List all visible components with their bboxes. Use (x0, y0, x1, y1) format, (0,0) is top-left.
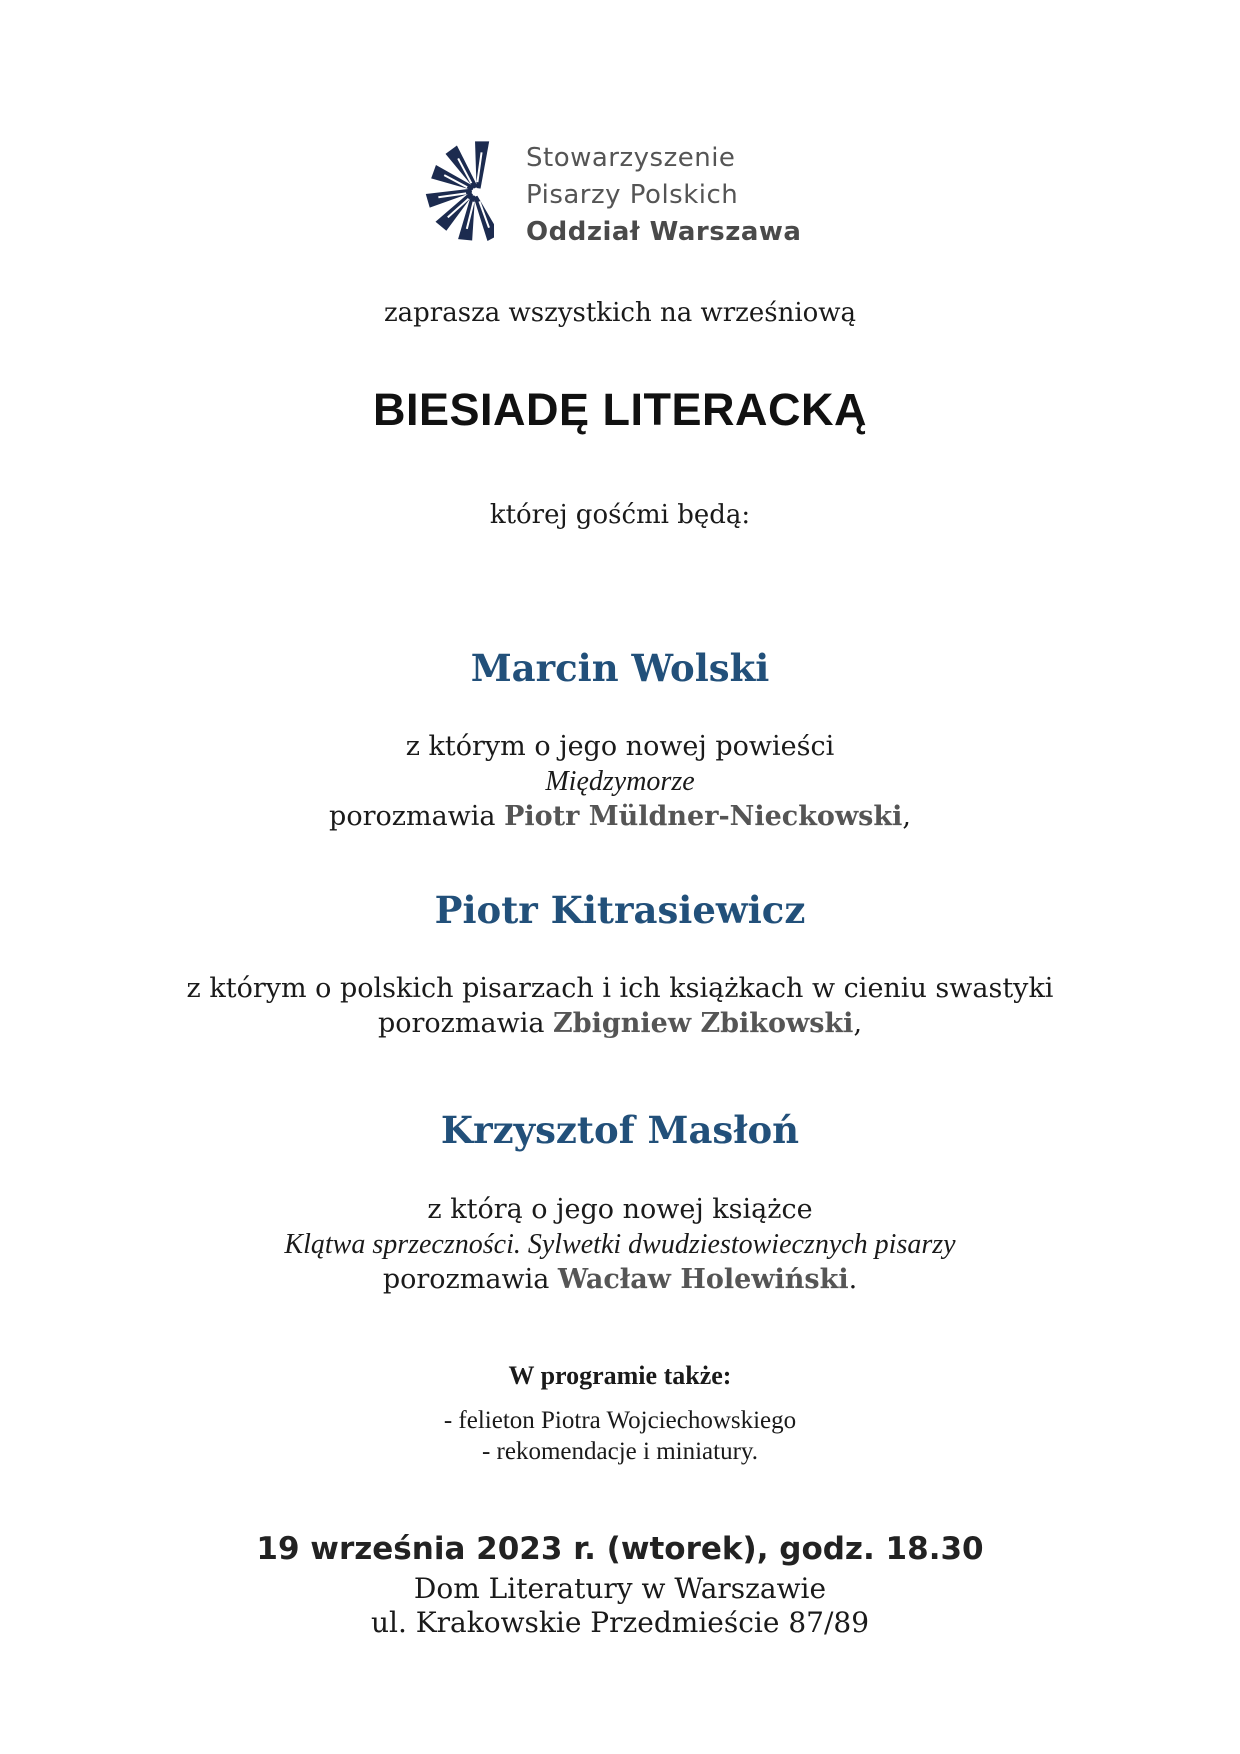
moderator-prefix: porozmawia (377, 1008, 554, 1039)
guest-topic-line: z którym o polskich pisarzach i ich książkach w cieniu swastyki (186, 973, 1054, 1004)
program-list (0, 1405, 1240, 1467)
moderator-name: Wacław Holewiński (557, 1264, 849, 1295)
book-title: Klątwa sprzeczności. Sylwetki dwudziestowiecznych pisarzy (284, 1229, 956, 1260)
moderator-prefix: porozmawia (329, 801, 505, 832)
invitation-intro: zaprasza wszystkich na wrześniową (383, 298, 857, 328)
moderator-line (0, 1262, 1240, 1297)
guest-description (0, 971, 1240, 1041)
guest-topic-line: z którą o jego nowej książce (427, 1194, 813, 1225)
moderator-name: Zbigniew Zbikowski (553, 1008, 854, 1039)
guest-description (0, 1192, 1240, 1297)
organization-name-line1: Stowarzyszenie (526, 143, 736, 173)
moderator-prefix: porozmawia (382, 1264, 558, 1295)
program-heading: W programie także: (508, 1361, 732, 1390)
event-datetime: 19 września 2023 r. (wtorek), godz. 18.30 (256, 1531, 984, 1567)
guest-name: Krzysztof Masłoń (440, 1108, 800, 1152)
moderator-line (0, 799, 1240, 834)
event-venue: Dom Literatury w Warszawie (413, 1572, 827, 1605)
organization-name (526, 140, 801, 251)
guest-description (0, 729, 1240, 834)
book-title: Międzymorze (545, 766, 695, 797)
organization-logo (414, 136, 834, 254)
guest-name: Piotr Kitrasiewicz (434, 888, 806, 932)
event-venue-block (0, 1572, 1240, 1640)
organization-name-line2: Pisarzy Polskich (526, 180, 739, 210)
moderator-suffix: , (902, 801, 911, 832)
organization-branch: Oddział Warszawa (526, 217, 802, 247)
guests-intro: której gośćmi będą: (489, 500, 751, 530)
moderator-suffix: , (853, 1008, 863, 1039)
event-title: BIESIADĘ LITERACKĄ (372, 384, 868, 435)
event-address: ul. Krakowskie Przedmieście 87/89 (370, 1606, 870, 1639)
guest-name: Marcin Wolski (470, 646, 770, 690)
moderator-name: Piotr Müldner-Nieckowski (504, 801, 903, 832)
moderator-suffix: . (848, 1264, 858, 1295)
pen-nib-burst-icon (414, 136, 494, 248)
program-item: - felieton Piotra Wojciechowskiego (443, 1407, 797, 1434)
moderator-line (0, 1006, 1240, 1041)
program-item: - rekomendacje i miniatury. (481, 1438, 759, 1465)
guest-topic-line: z którym o jego nowej powieści (405, 731, 835, 762)
